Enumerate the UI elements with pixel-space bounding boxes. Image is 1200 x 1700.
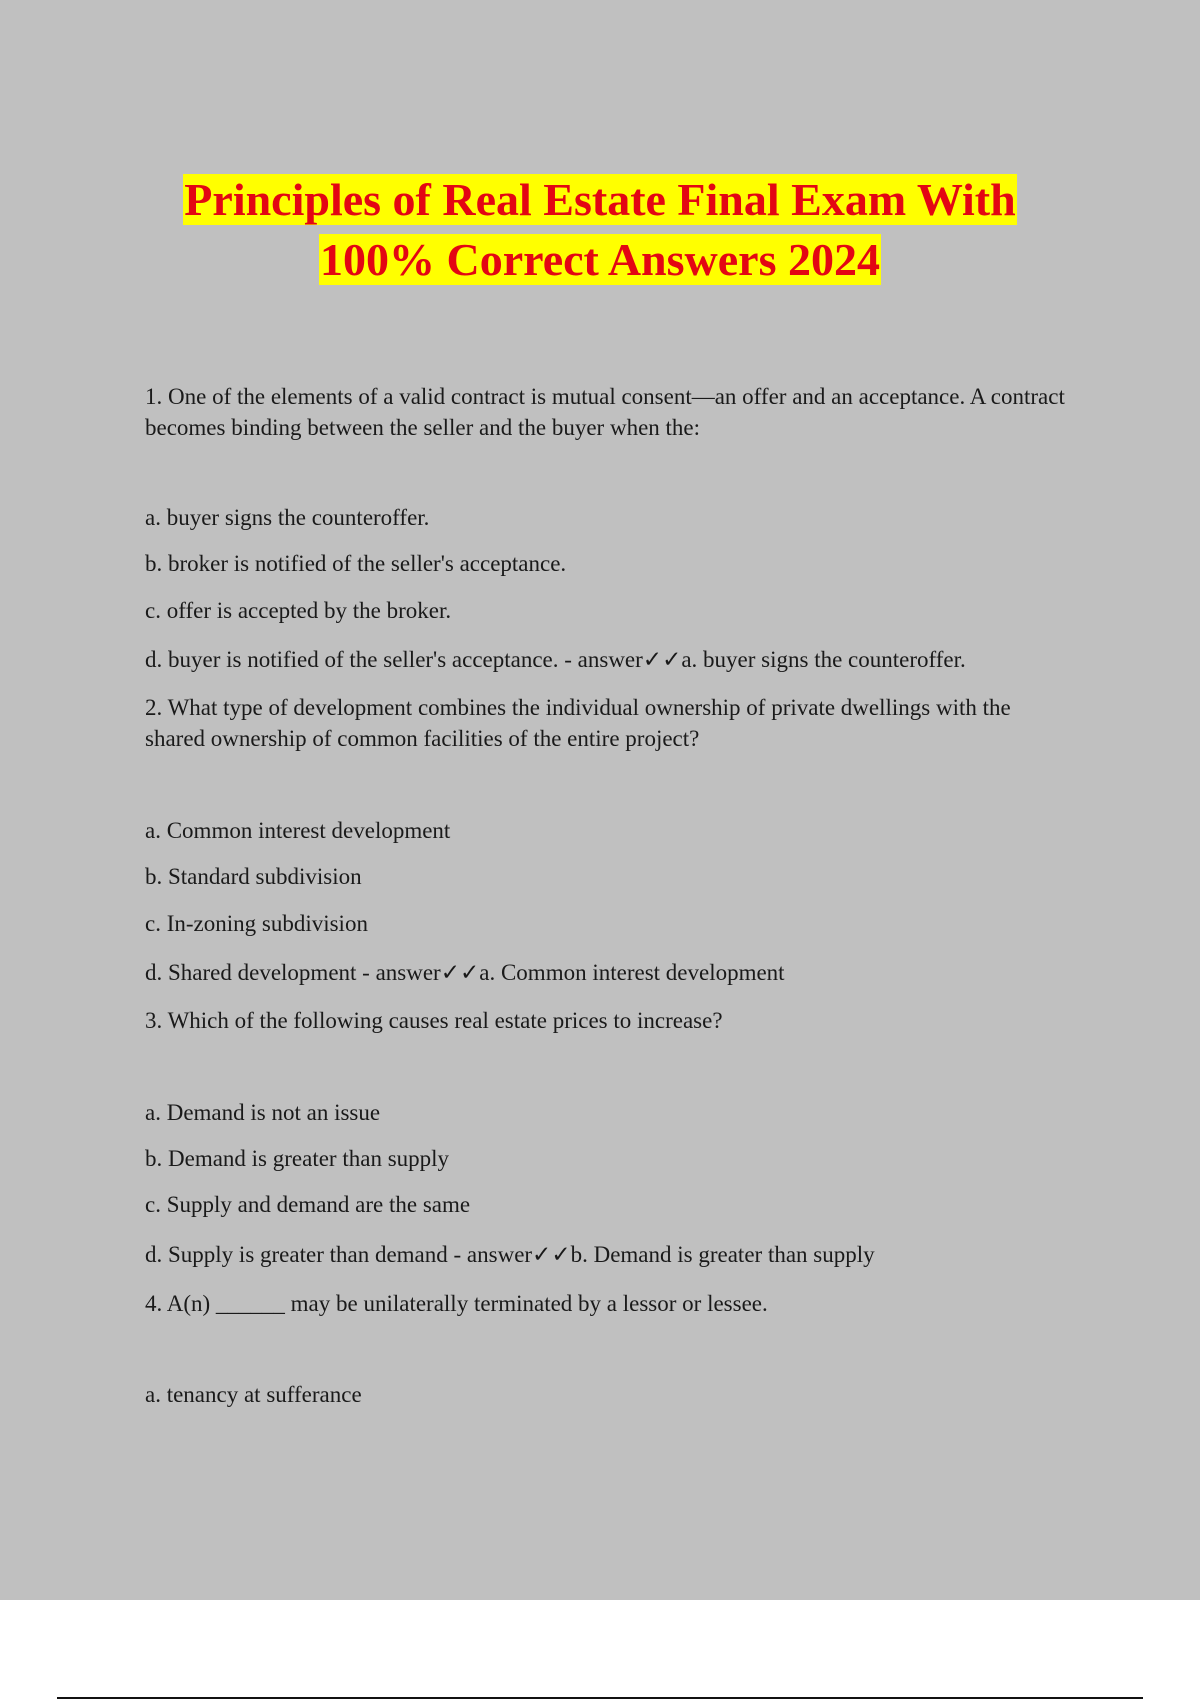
question-3-option-a: a. Demand is not an issue bbox=[145, 1100, 381, 1125]
question-2-option-d-answer: d. Shared development - answer✓✓a. Common interest development bbox=[145, 960, 785, 985]
question-2-option-a: a. Common interest development bbox=[145, 818, 451, 843]
question-1-option-c: c. offer is accepted by the broker. bbox=[145, 598, 452, 623]
document-title bbox=[0, 170, 1200, 290]
question-1-option-a: a. buyer signs the counteroffer. bbox=[145, 505, 430, 530]
title-line-2: 100% Correct Answers 2024 bbox=[320, 234, 880, 285]
question-2-option-b: b. Standard subdivision bbox=[145, 864, 362, 889]
question-3-option-c: c. Supply and demand are the same bbox=[145, 1192, 471, 1217]
question-1-text: 1. One of the elements of a valid contract is mutual consent—an offer and an acceptance. A contract becomes binding between the seller and the buyer when the: bbox=[145, 384, 1065, 440]
question-1-option-d-answer: d. buyer is notified of the seller's acceptance. - answer✓✓a. buyer signs the counteroffer. bbox=[145, 647, 966, 672]
question-2-text: 2. What type of development combines the individual ownership of private dwellings with the shared ownership of common facilities of the entire project? bbox=[145, 695, 1011, 751]
question-3-option-b: b. Demand is greater than supply bbox=[145, 1146, 450, 1171]
title-line-1: Principles of Real Estate Final Exam With bbox=[184, 174, 1016, 225]
footer-divider bbox=[57, 1697, 1143, 1699]
question-3-text: 3. Which of the following causes real estate prices to increase? bbox=[145, 1008, 723, 1033]
question-1-option-b: b. broker is notified of the seller's acceptance. bbox=[145, 551, 567, 576]
question-2-option-c: c. In-zoning subdivision bbox=[145, 911, 368, 936]
question-4-text: 4. A(n) ______ may be unilaterally terminated by a lessor or lessee. bbox=[145, 1291, 768, 1316]
question-4-option-a: a. tenancy at sufferance bbox=[145, 1382, 362, 1407]
question-3-option-d-answer: d. Supply is greater than demand - answer✓✓b. Demand is greater than supply bbox=[145, 1242, 875, 1267]
